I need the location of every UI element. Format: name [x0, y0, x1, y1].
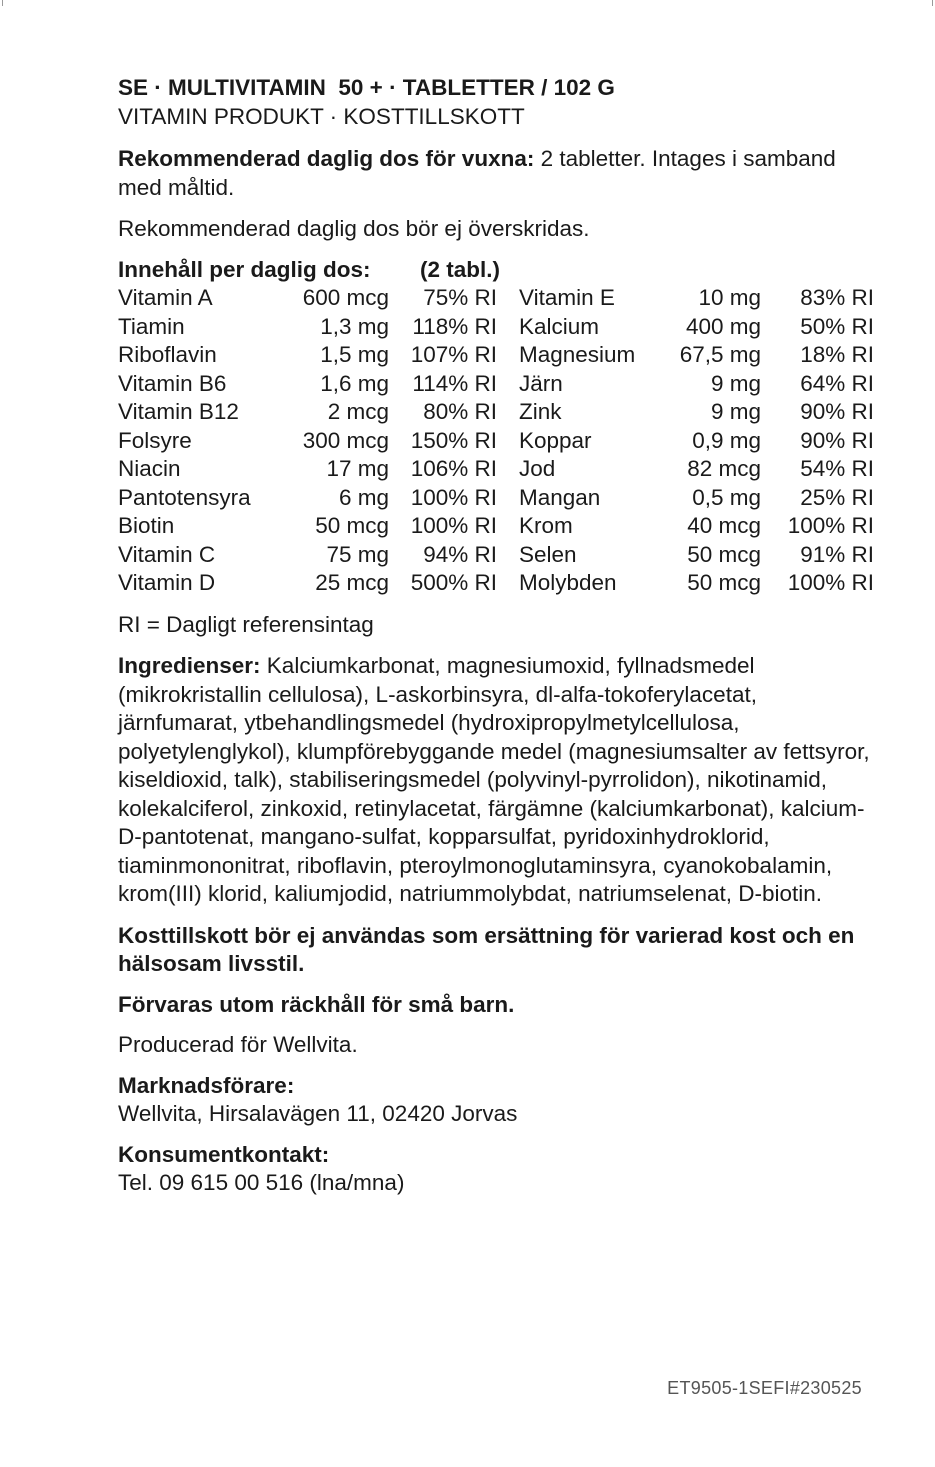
dosage-paragraph	[118, 145, 878, 202]
nutrient-name: Järn	[519, 370, 563, 396]
nutrition-row	[118, 455, 874, 484]
nutrient-name: Zink	[519, 399, 562, 424]
nutrient-ri: 25% RI	[800, 484, 874, 510]
nutrient-amount: 9 mg	[710, 399, 761, 424]
nutrient-ri: 94% RI	[423, 541, 497, 567]
ingredients-label: Ingredienser:	[118, 653, 261, 678]
nutrient-ri: 114% RI	[412, 370, 497, 396]
nutrient-amount: 600 mcg	[302, 285, 389, 310]
nutrient-ri: 106% RI	[410, 456, 497, 481]
crop-mark-right	[932, 0, 933, 6]
consumer-contact-label: Konsumentkontakt:	[118, 1141, 330, 1167]
nutrient-name: Riboflavin	[118, 342, 217, 367]
ingredients-paragraph	[118, 652, 878, 909]
nutrient-amount: 300 mcg	[302, 427, 389, 453]
nutrient-name: Jod	[519, 456, 556, 481]
nutrient-amount: 10 mg	[698, 285, 761, 310]
nutrient-ri: 100% RI	[787, 570, 874, 595]
nutrient-amount: 400 mg	[685, 313, 761, 339]
nutrient-amount: 1,6 mg	[320, 370, 389, 396]
crop-mark-left	[2, 0, 3, 6]
children-warning: Förvaras utom räckhåll för små barn.	[118, 991, 515, 1017]
nutrient-amount: 0,5 mg	[692, 484, 761, 510]
nutrition-row	[118, 370, 874, 399]
nutrient-amount: 82 mcg	[687, 456, 761, 481]
column-gap	[497, 484, 519, 513]
nutrient-amount: 25 mcg	[315, 570, 389, 595]
label-text	[118, 74, 878, 1198]
product-code: ET9505-1SEFI#230525	[667, 1378, 862, 1398]
nutrition-header-row	[118, 256, 874, 285]
consumer-contact-phone: Tel. 09 615 00 516 (lna/mna)	[118, 1170, 405, 1195]
nutrient-amount: 50 mcg	[687, 541, 761, 567]
nutrient-name: Pantotensyra	[118, 484, 251, 510]
nutrient-ri: 150% RI	[410, 427, 497, 453]
nutrient-name: Vitamin D	[118, 570, 216, 595]
nutrient-name: Vitamin A	[118, 285, 213, 310]
nutrient-name: Mangan	[519, 484, 601, 510]
nutrient-ri: 100% RI	[410, 513, 497, 538]
nutrient-name: Vitamin C	[118, 541, 216, 567]
nutrient-ri: 90% RI	[800, 427, 874, 453]
nutrient-amount: 50 mcg	[687, 570, 761, 595]
nutrient-name: Selen	[519, 541, 577, 567]
nutrient-ri: 80% RI	[423, 399, 497, 424]
column-gap	[497, 541, 519, 570]
dosage-label: Rekommenderad daglig dos för vuxna:	[118, 146, 535, 171]
nutrient-ri: 500% RI	[410, 570, 497, 595]
nutrition-header-label: Innehåll per daglig dos:	[118, 256, 371, 282]
ingredients-text: Kalciumkarbonat, magnesiumoxid, fyllnadsmedel (mikrokristallin cellulosa), L-askorbinsyra, dl-alfa-tokoferylacetat, järnfumarat, ytbehandlingsmedel (hydroxipropylmetylcellulosa, polyetylenglykol), klumpförebyggande medel (magnesiumsalter av fettsyror, kiseldioxid, talk), stabiliseringsmedel (polyvinyl-pyrrolidon), nikotinamid, kolekalciferol, zinkoxid, retinylacetat, färgämne (kalciumkarbonat), kalcium-D-pantotenat, mangano-sulfat, kopparsulfat, pyridoxinhydroklorid, tiaminmononitrat, riboflavin, pteroylmonoglutaminsyra, cyanokobalamin, krom(III) klorid, kaliumjodid, natriummolybdat, natriumselenat, D-biotin.	[118, 653, 870, 906]
nutrient-name: Biotin	[118, 513, 175, 538]
nutrition-row	[118, 484, 874, 513]
nutrient-ri: 107% RI	[410, 342, 497, 367]
product-subtitle: VITAMIN PRODUKT · KOSTTILLSKOTT	[118, 103, 525, 129]
column-gap	[497, 284, 519, 313]
nutrient-ri: 90% RI	[800, 399, 874, 424]
nutrient-name: Vitamin B12	[118, 399, 239, 424]
column-gap	[497, 313, 519, 342]
nutrition-row	[118, 284, 874, 313]
column-gap	[497, 398, 519, 427]
produced-for: Producerad för Wellvita.	[118, 1032, 358, 1057]
column-gap	[497, 512, 519, 541]
nutrient-amount: 9 mg	[710, 370, 761, 396]
column-gap	[497, 569, 519, 598]
nutrient-name: Molybden	[519, 570, 617, 595]
nutrition-row	[118, 427, 874, 456]
nutrition-row	[118, 398, 874, 427]
nutrient-name: Vitamin B6	[118, 370, 227, 396]
ri-note: RI = Dagligt referensintag	[118, 611, 374, 637]
column-gap	[497, 455, 519, 484]
nutrient-ri: 91% RI	[800, 541, 874, 567]
diet-warning: Kosttillskott bör ej användas som ersättning för varierad kost och en hälsosam livsstil.	[118, 922, 855, 976]
nutrition-rows	[118, 284, 874, 598]
nutrient-amount: 67,5 mg	[679, 342, 761, 367]
nutrient-name: Niacin	[118, 456, 181, 481]
nutrient-amount: 50 mcg	[315, 513, 389, 538]
nutrition-row	[118, 512, 874, 541]
product-title: SE · MULTIVITAMIN 50 + · TABLETTER / 102 G	[118, 75, 615, 100]
dosage-text: 2 tabletter. Intages i samband med måltid.	[118, 146, 836, 200]
nutrition-row	[118, 569, 874, 598]
nutrient-amount: 40 mcg	[687, 513, 761, 538]
nutrition-row	[118, 341, 874, 370]
nutrient-amount: 75 mg	[326, 541, 389, 567]
nutrient-amount: 1,3 mg	[320, 313, 389, 339]
nutrient-ri: 64% RI	[800, 370, 874, 396]
nutrient-amount: 2 mcg	[327, 399, 389, 424]
nutrient-name: Folsyre	[118, 427, 192, 453]
nutrition-table	[118, 256, 874, 598]
nutrient-name: Krom	[519, 513, 573, 538]
column-gap	[497, 341, 519, 370]
nutrient-amount: 6 mg	[338, 484, 389, 510]
nutrient-ri: 83% RI	[800, 285, 874, 310]
nutrient-ri: 100% RI	[787, 513, 874, 538]
nutrition-row	[118, 313, 874, 342]
column-gap	[497, 370, 519, 399]
nutrient-ri: 75% RI	[423, 285, 497, 310]
nutrient-amount: 1,5 mg	[320, 342, 389, 367]
nutrient-amount: 17 mg	[326, 456, 389, 481]
marketer-label: Marknadsförare:	[118, 1072, 295, 1098]
dose-warning: Rekommenderad daglig dos bör ej överskridas.	[118, 216, 590, 241]
marketer-address: Wellvita, Hirsalavägen 11, 02420 Jorvas	[118, 1101, 518, 1126]
nutrient-ri: 118% RI	[412, 313, 497, 339]
nutrient-name: Koppar	[519, 427, 592, 453]
column-gap	[497, 427, 519, 456]
nutrient-amount: 0,9 mg	[692, 427, 761, 453]
nutrient-ri: 54% RI	[800, 456, 874, 481]
nutrient-name: Tiamin	[118, 313, 185, 339]
nutrition-header-amount: (2 tabl.)	[420, 256, 501, 282]
nutrient-ri: 50% RI	[800, 313, 874, 339]
nutrient-name: Magnesium	[519, 342, 636, 367]
nutrition-row	[118, 541, 874, 570]
nutrient-ri: 100% RI	[410, 484, 497, 510]
nutrient-name: Kalcium	[519, 313, 600, 339]
nutrient-ri: 18% RI	[800, 342, 874, 367]
nutrient-name: Vitamin E	[519, 285, 615, 310]
